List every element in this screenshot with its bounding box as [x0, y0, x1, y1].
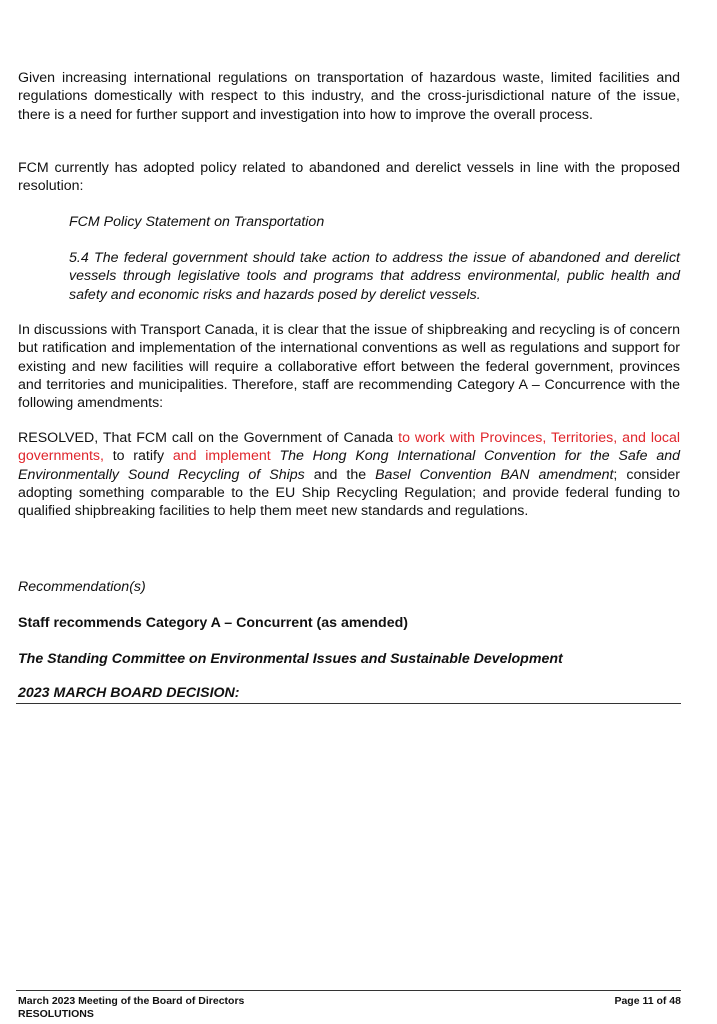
decision-underline [16, 703, 681, 704]
convention-title: The Hong Kong International Convention for the Safe and Environmentally Sound Recycling of Ships [18, 448, 680, 483]
resolved-text: to ratify [103, 448, 173, 465]
policy-text: 5.4 The federal government should take action to address the issue of abandoned and derelict vessels through legislative tools and programs that address environmental, public health and safety and economic risks and hazards posed by derelict vessels. [69, 250, 680, 303]
policy-title: FCM Policy Statement on Transportation [69, 214, 325, 230]
paragraph-discussion: In discussions with Transport Canada, it is clear that the issue of shipbreaking and recycling is of concern but ratification and implementation of the international conventions as well as regulations and support for existing and new facilities will require a collaborative effort between the federal government, provinces and territories and municipalities. Therefore, staff are recommending Category A – Concurrence with the following amendments: [18, 322, 680, 412]
amendment-insert: and implement [172, 448, 271, 465]
amendment-insert: to work with Provinces, Territories, and local governments, [18, 430, 680, 465]
recommendation-label: Recommendation(s) [18, 579, 146, 595]
footer-meeting: March 2023 Meeting of the Board of Directors [18, 995, 245, 1007]
page-number: Page 11 of 48 [614, 995, 681, 1007]
resolved-text: RESOLVED, That FCM call on the Government of Canada [18, 430, 399, 446]
paragraph-policy-intro: FCM currently has adopted policy related to abandoned and derelict vessels in line with the proposed resolution: [18, 160, 680, 195]
footer-rule [16, 990, 681, 991]
convention-title: Basel Convention BAN amendment [375, 466, 614, 483]
resolved-text: and the [304, 466, 376, 483]
board-decision-heading: 2023 MARCH BOARD DECISION: [18, 685, 240, 701]
staff-recommendation: Staff recommends Category A – Concurrent (as amended) [18, 615, 408, 631]
resolved-text: ; consider adopting something comparable to the EU Ship Recycling Regulation; and provide federal funding to qualified shipbreaking facilities to help them meet new standards and regulations. [18, 466, 680, 520]
paragraph-context: Given increasing international regulations on transportation of hazardous waste, limited facilities and regulations domestically with respect to this industry, and the cross-jurisdictional nature of the issue, there is a need for further support and investigation into how to improve the overall process. [18, 70, 680, 123]
resolved-clause [18, 429, 680, 520]
page-footer [18, 995, 681, 1020]
footer-section: RESOLUTIONS [18, 1007, 94, 1020]
committee-name: The Standing Committee on Environmental Issues and Sustainable Development [18, 651, 563, 667]
